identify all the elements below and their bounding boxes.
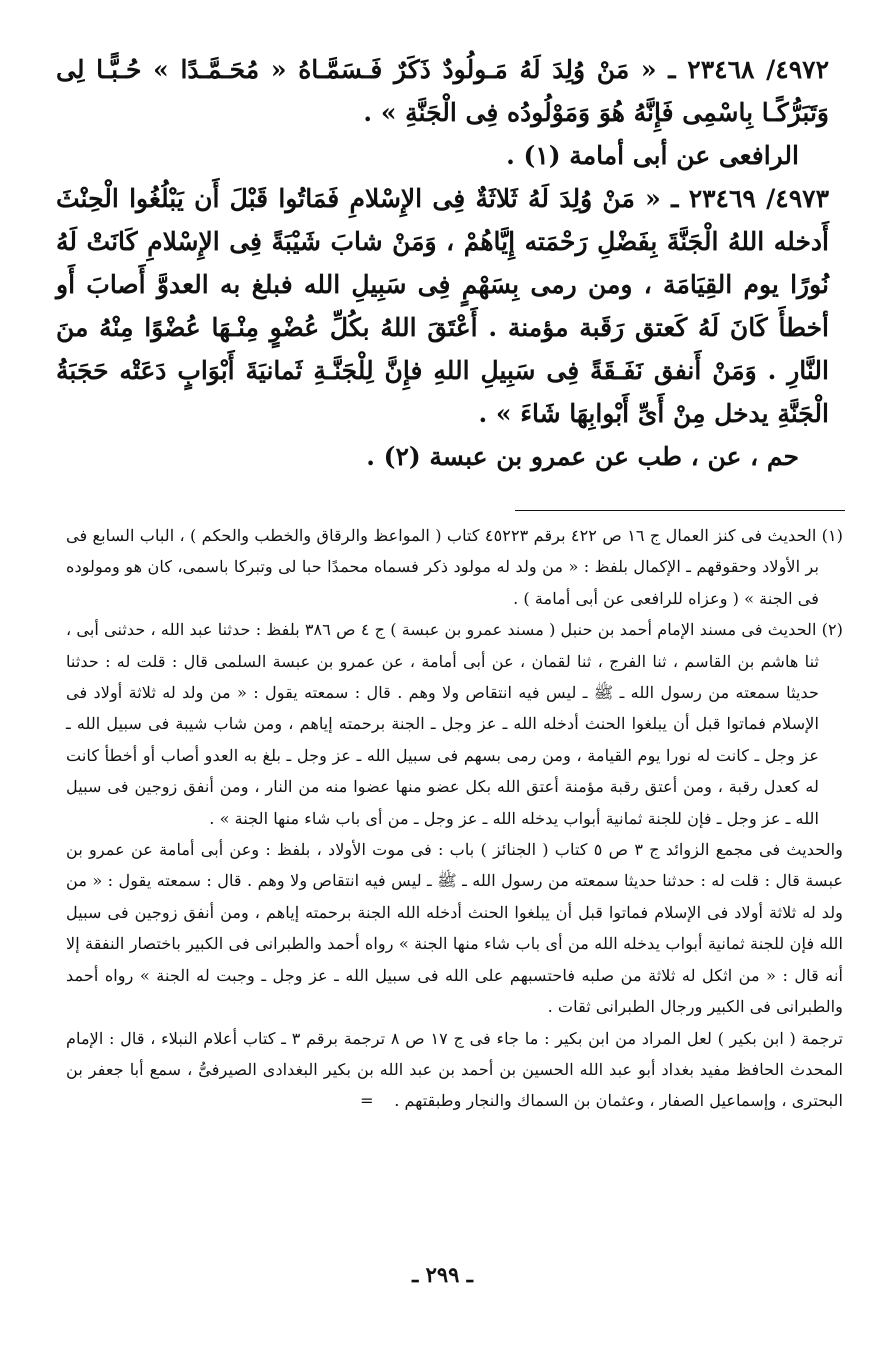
continuation-mark: = (360, 1091, 374, 1111)
page-number: ـ ٢٩٩ ـ (412, 1262, 473, 1287)
footnote-2-majma: والحديث فى مجمع الزوائد ج ٣ ص ٥ كتاب ( الجنائز ) باب : فى موت الأولاد ، بلفظ : وعن أبى أمامة عن عمرو بن عبسة قال : قلت له : حدثنا حديثا سمعته من رسول الله ـ ﷺ ـ ليس فيه انتقاص ولا وهم . قال : سمعته يقول : « من ولد له ثلاثة أولاد فى الإسلام فماتوا قبل أن يبلغوا الحنث أدخله الله الجنة برحمته إياهم ، ومن أنفق زوجين فى سبيل الله فإن للجنة ثمانية أبواب يدخله الله من أى باب شاء منها الجنة » رواه أحمد والطبرانى فى الكبير باختصار النفقة إلا أنه قال : « من اثكل له ثلاثة من صلبه فاحتسبهم على الله فى سبيل الله ـ عز وجل ـ وجبت له الجنة » رواه أحمد والطبرانى فى الكبير ورجال الطبرانى ثقات . (66, 840, 843, 1017)
footnote-divider (515, 510, 845, 511)
footnotes (66, 520, 843, 1117)
footnote-1: (١) الحديث فى كنز العمال ج ١٦ ص ٤٢٢ برقم ٤٥٢٢٣ كتاب ( المواعظ والرقاق والخطب والحكم ) ، الباب السابع فى بر الأولاد وحقوقهم ـ الإكمال بلفظ : « من ولد له مولود ذكر فسماه محمدًا حبا لى وتبركا باسمى، كان هو ومولوده فى الجنة » ( وعزاه للرافعى عن أبى أمامة ) . (66, 526, 843, 608)
footnote-2: (٢) الحديث فى مسند الإمام أحمد بن حنبل ( مسند عمرو بن عبسة ) ج ٤ ص ٣٨٦ بلفظ : حدثنا عبد الله ، حدثنى أبى ، ثنا هاشم بن القاسم ، ثنا الفرج ، ثنا لقمان ، عن أبى أمامة ، عن عمرو بن عبسة السلمى قال : قلت له : حدثنا حديثا سمعته من رسول الله ـ ﷺ ـ ليس فيه انتقاص ولا وهم . قال : سمعته يقول : « من ولد له ثلاثة أولاد فى الإسلام فماتوا قبل أن يبلغوا الحنث أدخله الله ـ عز وجل ـ الجنة برحمته إياهم ، ومن شاب شيبة فى سبيل الله ـ عز وجل ـ كانت له نورا يوم القيامة ، ومن رمى بسهم فى سبيل الله ـ عز وجل ـ بلغ به العدو أصاب أو أخطأ كانت له كعدل رقبة ، ومن أعتق رقبة مؤمنة أعتق الله بكل عضو منها عضوا منه من النار ، ومن أنفق زوجين فى سبيل الله ـ عز وجل ـ فإن للجنة ثمانية أبواب يدخله الله ـ عز وجل ـ من أى باب شاء منها الجنة » . (66, 620, 843, 828)
hadith-4973-source: حم ، عن ، طب عن عمرو بن عبسة (٢) . (366, 442, 799, 471)
main-text (56, 48, 829, 478)
hadith-4972-source: الرافعى عن أبى أمامة (١) . (506, 141, 799, 170)
footnote-2-tarjama-text: ترجمة ( ابن بكير ) لعل المراد من ابن بكير : ما جاء فى ج ١٧ ص ٨ ترجمة برقم ٣ ـ كتاب أعلام النبلاء ، قال : الإمام المحدث الحافظ مفيد بغداد أبو عبد الله الحسين بن أحمد بن عبد الله بن بكير البغدادى الصيرفىُّ ، سمع أبا جعفر بن البحترى ، وإسماعيل الصفار ، وعثمان بن السماك والنجار وطبقتهم . (66, 1028, 843, 1111)
hadith-4973: ٤٩٧٣/ ٢٣٤٦٩ ـ « مَنْ وُلِدَ لَهُ ثَلاثَةٌ فِى الإِسْلامِ فَمَاتُوا قَبْلَ أَن يَبْلُغُوا الْحِنْثَ أَدخله اللهُ الْجَنَّةَ بِفَضْلِ رَحْمَته إِيَّاهُمْ ، وَمَنْ شابَ شَيْبَةً فِى الإِسْلامِ كَانَتْ لَهُ نُورًا يوم القِيَامَة ، ومن رمى بِسَهْمٍ فِى سَبِيلِ الله فبلغ به العدوَّ أَصابَ أَو أخطأَ كَانَ لَهُ كَعتق رَقَبة مؤمنة . أَعْتَقَ اللهُ بكُلِّ عُضْوٍ مِنْـهَا عُضْوًا مِنْهُ منَ النَّارِ . وَمَنْ أَنفق نَفَـقَةً فِى سَبِيلِ اللهِ فإِنَّ لِلْجَنَّـةِ ثَمانيَةَ أَبْوَابٍ دَعَتْه حَجَبَةُ الْجَنَّةِ يدخل مِنْ أَىِّ أَبْوابِهَا شَاءَ » . (56, 184, 829, 428)
footnote-2-tarjama (66, 1023, 843, 1117)
hadith-4972: ٤٩٧٢/ ٢٣٤٦٨ ـ « مَنْ وُلِدَ لَهُ مَـولُودٌ ذَكَرٌ فَـسَمَّـاهُ « مُحَـمَّـدًا » حُـبًّـا لِى وَتَبَرُّكًـا بِاسْمِى فَإِنَّهُ هُوَ وَمَوْلُودُه فِى الْجَنَّةِ » . (56, 55, 829, 127)
